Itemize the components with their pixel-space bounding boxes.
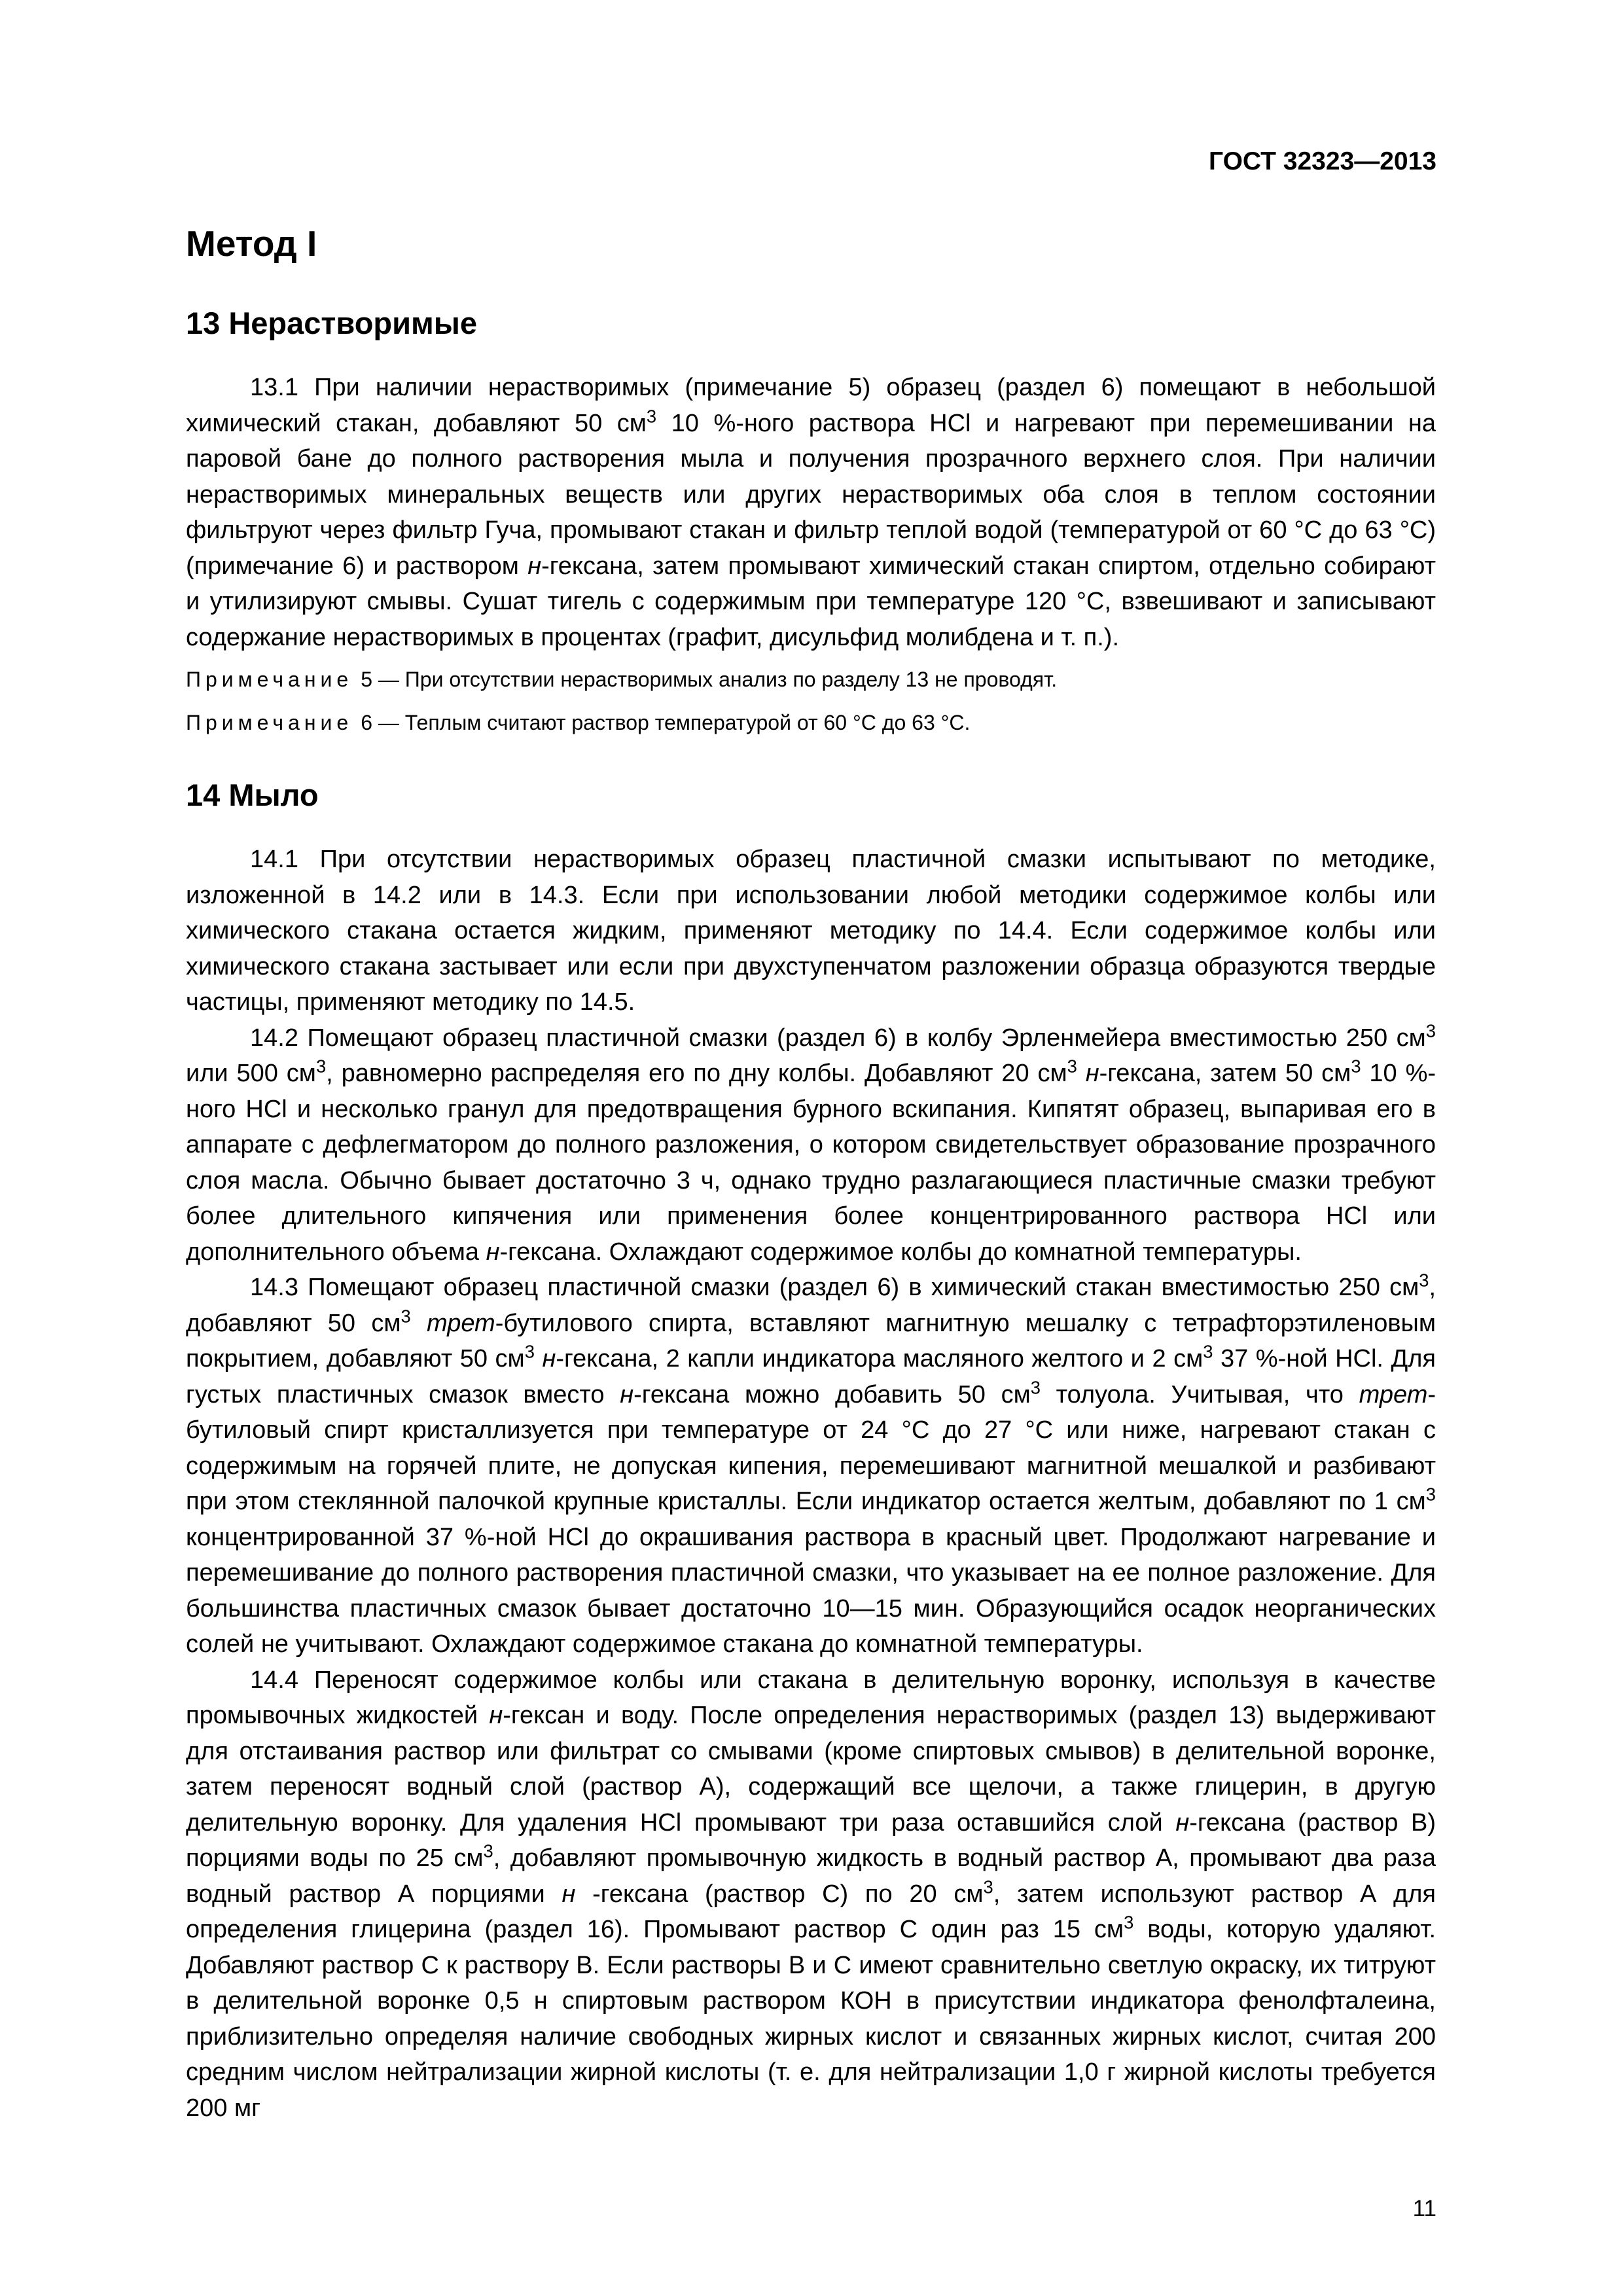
paragraph-14-3: 14.3 Помещают образец пластичной смазки (раздел 6) в химический стакан вместимостью 250 $см^3$, добавляют 50 $см^3$ трет-бутилового спирта, вставляют магнитную мешалку с тетрафторэтиленовым покрытием, добавляют 50 $см^3$ н-гексана, 2 капли индикатора масляного желтого и 2 $см^3$ 37 %-ной HCl. Для густых пластичных смазок вместо н-гексана можно добавить 50 $см^3$ толуола. Учитывая, что трет-бутиловый спирт кристаллизуется при температуре от 24 °С до 27 °С или ниже, нагревают стакан с содержимым на горячей плите, не допуская кипения, перемешивают магнитной мешалкой и разбивают при этом стеклянной палочкой крупные кристаллы. Если индикатор остается желтым, добавляют по 1 $см^3$ концентрированной 37 %-ной HCl до окрашивания раствора в красный цвет. Продолжают нагревание и перемешивание до полного растворения пластичной смазки, что указывает на ее полное разложение. Для большинства пластичных смазок бывает достаточно 10—15 мин. Образующийся осадок неорганических солей не учитывают. Охлаждают содержимое стакана до комнатной температуры. [186, 1270, 1436, 1658]
page-number: 11 [1412, 2196, 1436, 2221]
section-14-heading: 14 Мыло [186, 778, 319, 812]
paragraph-14-2: 14.2 Помещают образец пластичной смазки (раздел 6) в колбу Эрленмейера вместимостью 250 $см^3$ или 500 $см^3$, равномерно распределяя его по дну колбы. Добавляют 20 $см^3$ н-гексана, затем 50 $см^3$ 10 %-ного HCl и несколько гранул для предотвращения бурного вскипания. Кипятят образец, выпаривая его в аппарате с дефлегматором до полного разложения, о котором свидетельствует образование прозрачного слоя масла. Обычно бывает достаточно 3 ч, однако трудно разлагающиеся пластичные смазки требуют более длительного кипячения или применения более концентрированного раствора HCl или дополнительного объема н-гексана. Охлаждают содержимое колбы до комнатной температуры. [186, 1020, 1436, 1266]
paragraph-14-4: 14.4 Переносят содержимое колбы или стакана в делительную воронку, используя в качестве промывочных жидкостей н-гексан и воду. После определения нерастворимых (раздел 13) выдерживают для отстаивания раствор или фильтрат со смывами (кроме спиртовых смывов) в делительной воронке, затем переносят водный слой (раствор А), содержащий все щелочи, а также глицерин, в другую делительную воронку. Для удаления HCl промывают три раза оставшийся слой н-гексана (раствор В) порциями воды по 25 $см^3$, добавляют промывочную жидкость в водный раствор А, промывают два раза водный раствор А порциями н -гексана (раствор С) по 20 $см^3$, затем используют раствор А для определения глицерина (раздел 16). Промывают раствор С один раз 15 $см^3$ воды, которую удаляют. Добавляют раствор С к раствору В. Если растворы В и С имеют сравнительно светлую окраску, их титруют в делительной воронке 0,5 н спиртовым раствором КОН в присутствии индикатора фенолфталеина, приблизительно определяя наличие свободных жирных кислот и связанных жирных кислот, считая 200 средним числом нейтрализации жирной кислоты (т. е. для нейтрализации 1,0 г жирной кислоты требуется 200 мг [186, 1666, 1436, 2122]
note-6 [186, 705, 1436, 740]
note-5 [186, 662, 1436, 697]
method-title: Метод I [186, 223, 317, 264]
document-id-header: ГОСТ 32323—2013 [1209, 147, 1436, 175]
paragraph-13-1: 13.1 При наличии нерастворимых (примечание 5) образец (раздел 6) помещают в небольшой химический стакан, добавляют 50 $см^3$ 10 %-ного раствора HCl и нагревают при перемешивании на паровой бане до полного растворения мыла и получения прозрачного верхнего слоя. При наличии нерастворимых минеральных веществ или других нерастворимых оба слоя в теплом состоянии фильтруют через фильтр Гуча, промывают стакан и фильтр теплой водой (температурой от 60 °С до 63 °С) (примечание 6) и раствором н-гексана, затем промывают химический стакан спиртом, отдельно собирают и утилизируют смывы. Сушат тигель с содержимым при температуре 120 °С, взвешивают и записывают содержание нерастворимых в процентах (графит, дисульфид молибдена и т. п.). [186, 374, 1436, 651]
paragraph-14-1: 14.1 При отсутствии нерастворимых образец пластичной смазки испытывают по методике, изложенной в 14.2 или в 14.3. Если при использовании любой методики содержимое колбы или химического стакана остается жидким, применяют методику по 14.4. Если содержимое колбы или химического стакана застывает или если при двухступенчатом разложении образца образуются твердые частицы, применяют методику по 14.5. [186, 846, 1436, 1016]
note-text: 6 — Теплым считают раствор температурой от 60 °С до 63 °С. [361, 711, 971, 734]
note-label: Примечание [186, 711, 353, 734]
note-label: Примечание [186, 668, 353, 691]
page-body [186, 223, 1436, 2126]
section-13-heading: 13 Нерастворимые [186, 306, 478, 340]
note-text: 5 — При отсутствии нерастворимых анализ по разделу 13 не проводят. [361, 668, 1058, 691]
